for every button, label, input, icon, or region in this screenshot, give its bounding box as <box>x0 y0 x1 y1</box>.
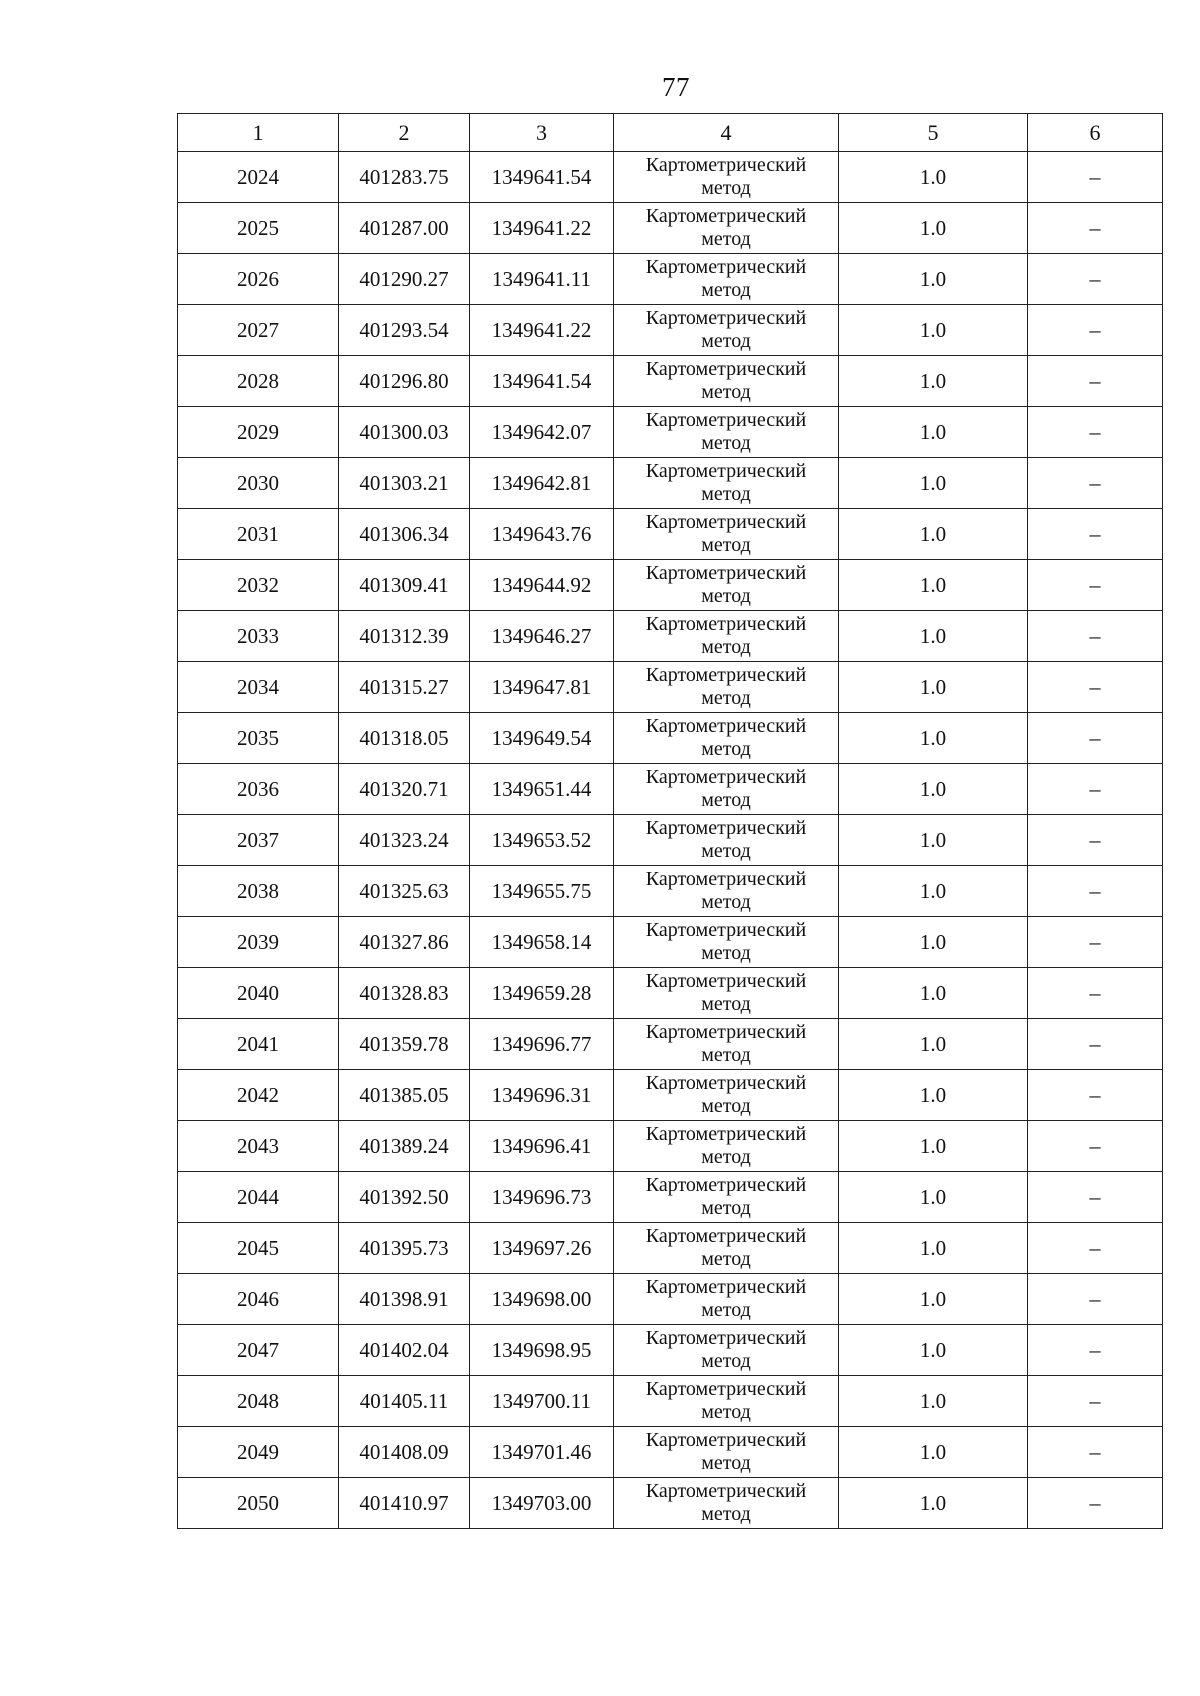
method-cell <box>614 1019 839 1070</box>
column-header-1: 1 <box>178 114 339 152</box>
x-coordinate-cell: 401318.05 <box>339 713 470 764</box>
method-line-2: метод <box>701 840 751 862</box>
point-number-cell: 2033 <box>178 611 339 662</box>
note-cell: – <box>1028 1478 1163 1529</box>
table-row <box>178 917 1163 968</box>
table-row <box>178 1223 1163 1274</box>
note-cell: – <box>1028 662 1163 713</box>
accuracy-cell: 1.0 <box>839 1478 1028 1529</box>
x-coordinate-cell: 401392.50 <box>339 1172 470 1223</box>
accuracy-cell: 1.0 <box>839 815 1028 866</box>
method-line-1: Картометрический <box>645 715 807 737</box>
accuracy-cell: 1.0 <box>839 713 1028 764</box>
y-coordinate-cell: 1349696.41 <box>470 1121 614 1172</box>
accuracy-cell: 1.0 <box>839 764 1028 815</box>
method-cell <box>614 1121 839 1172</box>
x-coordinate-cell: 401320.71 <box>339 764 470 815</box>
y-coordinate-cell: 1349696.31 <box>470 1070 614 1121</box>
method-line-2: метод <box>701 942 751 964</box>
method-line-1: Картометрический <box>645 1327 807 1349</box>
table-row <box>178 1376 1163 1427</box>
method-line-1: Картометрический <box>645 868 807 890</box>
method-cell <box>614 560 839 611</box>
method-cell <box>614 866 839 917</box>
note-cell: – <box>1028 305 1163 356</box>
method-line-1: Картометрический <box>645 613 807 635</box>
y-coordinate-cell: 1349641.22 <box>470 305 614 356</box>
point-number-cell: 2041 <box>178 1019 339 1070</box>
table-row <box>178 305 1163 356</box>
method-line-1: Картометрический <box>645 205 807 227</box>
method-line-2: метод <box>701 1095 751 1117</box>
method-line-2: метод <box>701 891 751 913</box>
note-cell: – <box>1028 458 1163 509</box>
method-cell <box>614 1223 839 1274</box>
method-line-1: Картометрический <box>645 1480 807 1502</box>
method-line-1: Картометрический <box>645 1225 807 1247</box>
y-coordinate-cell: 1349697.26 <box>470 1223 614 1274</box>
point-number-cell: 2049 <box>178 1427 339 1478</box>
point-number-cell: 2047 <box>178 1325 339 1376</box>
table-row <box>178 1172 1163 1223</box>
column-header-3: 3 <box>470 114 614 152</box>
method-cell <box>614 968 839 1019</box>
x-coordinate-cell: 401300.03 <box>339 407 470 458</box>
method-line-1: Картометрический <box>645 664 807 686</box>
table-row <box>178 254 1163 305</box>
method-line-2: метод <box>701 432 751 454</box>
table-row <box>178 356 1163 407</box>
accuracy-cell: 1.0 <box>839 1121 1028 1172</box>
accuracy-cell: 1.0 <box>839 917 1028 968</box>
method-line-2: метод <box>701 483 751 505</box>
accuracy-cell: 1.0 <box>839 662 1028 713</box>
x-coordinate-cell: 401385.05 <box>339 1070 470 1121</box>
point-number-cell: 2031 <box>178 509 339 560</box>
method-cell <box>614 917 839 968</box>
accuracy-cell: 1.0 <box>839 1274 1028 1325</box>
note-cell: – <box>1028 203 1163 254</box>
method-line-2: метод <box>701 1350 751 1372</box>
table-row <box>178 611 1163 662</box>
accuracy-cell: 1.0 <box>839 509 1028 560</box>
note-cell: – <box>1028 1070 1163 1121</box>
x-coordinate-cell: 401283.75 <box>339 152 470 203</box>
x-coordinate-cell: 401398.91 <box>339 1274 470 1325</box>
x-coordinate-cell: 401315.27 <box>339 662 470 713</box>
y-coordinate-cell: 1349643.76 <box>470 509 614 560</box>
note-cell: – <box>1028 407 1163 458</box>
method-line-2: метод <box>701 636 751 658</box>
note-cell: – <box>1028 254 1163 305</box>
method-line-2: метод <box>701 687 751 709</box>
method-line-2: метод <box>701 228 751 250</box>
point-number-cell: 2027 <box>178 305 339 356</box>
point-number-cell: 2034 <box>178 662 339 713</box>
x-coordinate-cell: 401325.63 <box>339 866 470 917</box>
x-coordinate-cell: 401327.86 <box>339 917 470 968</box>
note-cell: – <box>1028 968 1163 1019</box>
method-cell <box>614 458 839 509</box>
method-cell <box>614 1172 839 1223</box>
method-line-2: метод <box>701 585 751 607</box>
point-number-cell: 2040 <box>178 968 339 1019</box>
method-line-1: Картометрический <box>645 154 807 176</box>
note-cell: – <box>1028 1427 1163 1478</box>
note-cell: – <box>1028 866 1163 917</box>
method-line-1: Картометрический <box>645 919 807 941</box>
accuracy-cell: 1.0 <box>839 1172 1028 1223</box>
method-cell <box>614 1325 839 1376</box>
method-cell <box>614 1478 839 1529</box>
method-cell <box>614 203 839 254</box>
table-row <box>178 1274 1163 1325</box>
method-line-1: Картометрический <box>645 1174 807 1196</box>
table-row <box>178 815 1163 866</box>
method-cell <box>614 1070 839 1121</box>
note-cell: – <box>1028 917 1163 968</box>
method-line-1: Картометрический <box>645 460 807 482</box>
point-number-cell: 2039 <box>178 917 339 968</box>
column-header-4: 4 <box>614 114 839 152</box>
method-line-2: метод <box>701 1401 751 1423</box>
accuracy-cell: 1.0 <box>839 611 1028 662</box>
note-cell: – <box>1028 152 1163 203</box>
note-cell: – <box>1028 1019 1163 1070</box>
note-cell: – <box>1028 764 1163 815</box>
note-cell: – <box>1028 1172 1163 1223</box>
table-row <box>178 764 1163 815</box>
method-line-1: Картометрический <box>645 358 807 380</box>
x-coordinate-cell: 401303.21 <box>339 458 470 509</box>
method-line-2: метод <box>701 993 751 1015</box>
point-number-cell: 2042 <box>178 1070 339 1121</box>
method-cell <box>614 713 839 764</box>
y-coordinate-cell: 1349703.00 <box>470 1478 614 1529</box>
method-line-2: метод <box>701 1146 751 1168</box>
accuracy-cell: 1.0 <box>839 254 1028 305</box>
method-line-1: Картометрический <box>645 1429 807 1451</box>
table-row <box>178 1325 1163 1376</box>
method-cell <box>614 662 839 713</box>
x-coordinate-cell: 401395.73 <box>339 1223 470 1274</box>
accuracy-cell: 1.0 <box>839 1070 1028 1121</box>
accuracy-cell: 1.0 <box>839 458 1028 509</box>
x-coordinate-cell: 401408.09 <box>339 1427 470 1478</box>
table-body <box>178 152 1163 1529</box>
y-coordinate-cell: 1349642.81 <box>470 458 614 509</box>
note-cell: – <box>1028 1274 1163 1325</box>
point-number-cell: 2046 <box>178 1274 339 1325</box>
table-row <box>178 713 1163 764</box>
accuracy-cell: 1.0 <box>839 305 1028 356</box>
method-line-1: Картометрический <box>645 1021 807 1043</box>
column-header-2: 2 <box>339 114 470 152</box>
table-row <box>178 1121 1163 1172</box>
x-coordinate-cell: 401328.83 <box>339 968 470 1019</box>
point-number-cell: 2029 <box>178 407 339 458</box>
method-line-2: метод <box>701 789 751 811</box>
y-coordinate-cell: 1349653.52 <box>470 815 614 866</box>
column-header-6: 6 <box>1028 114 1163 152</box>
method-line-2: метод <box>701 1248 751 1270</box>
note-cell: – <box>1028 509 1163 560</box>
y-coordinate-cell: 1349698.00 <box>470 1274 614 1325</box>
point-number-cell: 2028 <box>178 356 339 407</box>
method-cell <box>614 764 839 815</box>
column-header-5: 5 <box>839 114 1028 152</box>
method-line-2: метод <box>701 534 751 556</box>
method-line-1: Картометрический <box>645 1123 807 1145</box>
x-coordinate-cell: 401359.78 <box>339 1019 470 1070</box>
method-line-1: Картометрический <box>645 766 807 788</box>
x-coordinate-cell: 401290.27 <box>339 254 470 305</box>
method-line-1: Картометрический <box>645 511 807 533</box>
point-number-cell: 2050 <box>178 1478 339 1529</box>
point-number-cell: 2036 <box>178 764 339 815</box>
table-row <box>178 458 1163 509</box>
table-row <box>178 407 1163 458</box>
table-row <box>178 968 1163 1019</box>
method-line-2: метод <box>701 1044 751 1066</box>
point-number-cell: 2032 <box>178 560 339 611</box>
y-coordinate-cell: 1349655.75 <box>470 866 614 917</box>
accuracy-cell: 1.0 <box>839 866 1028 917</box>
note-cell: – <box>1028 713 1163 764</box>
method-line-2: метод <box>701 177 751 199</box>
method-cell <box>614 509 839 560</box>
x-coordinate-cell: 401306.34 <box>339 509 470 560</box>
point-number-cell: 2045 <box>178 1223 339 1274</box>
accuracy-cell: 1.0 <box>839 407 1028 458</box>
accuracy-cell: 1.0 <box>839 203 1028 254</box>
y-coordinate-cell: 1349647.81 <box>470 662 614 713</box>
method-line-2: метод <box>701 1503 751 1525</box>
y-coordinate-cell: 1349641.54 <box>470 356 614 407</box>
note-cell: – <box>1028 1121 1163 1172</box>
point-number-cell: 2025 <box>178 203 339 254</box>
method-cell <box>614 611 839 662</box>
y-coordinate-cell: 1349651.44 <box>470 764 614 815</box>
method-line-2: метод <box>701 279 751 301</box>
table-row <box>178 152 1163 203</box>
method-cell <box>614 356 839 407</box>
method-line-2: метод <box>701 330 751 352</box>
method-line-2: метод <box>701 1299 751 1321</box>
method-line-2: метод <box>701 738 751 760</box>
point-number-cell: 2024 <box>178 152 339 203</box>
point-number-cell: 2035 <box>178 713 339 764</box>
accuracy-cell: 1.0 <box>839 1019 1028 1070</box>
point-number-cell: 2043 <box>178 1121 339 1172</box>
accuracy-cell: 1.0 <box>839 1223 1028 1274</box>
method-line-1: Картометрический <box>645 307 807 329</box>
note-cell: – <box>1028 815 1163 866</box>
accuracy-cell: 1.0 <box>839 968 1028 1019</box>
x-coordinate-cell: 401323.24 <box>339 815 470 866</box>
point-number-cell: 2048 <box>178 1376 339 1427</box>
method-line-1: Картометрический <box>645 562 807 584</box>
method-line-1: Картометрический <box>645 970 807 992</box>
method-line-1: Картометрический <box>645 409 807 431</box>
method-cell <box>614 305 839 356</box>
point-number-cell: 2037 <box>178 815 339 866</box>
method-cell <box>614 152 839 203</box>
note-cell: – <box>1028 560 1163 611</box>
x-coordinate-cell: 401410.97 <box>339 1478 470 1529</box>
method-line-1: Картометрический <box>645 1378 807 1400</box>
coordinates-table <box>177 113 1163 1529</box>
coordinates-table-container <box>177 113 1163 1529</box>
page-number: 77 <box>662 72 690 102</box>
x-coordinate-cell: 401389.24 <box>339 1121 470 1172</box>
accuracy-cell: 1.0 <box>839 356 1028 407</box>
table-row <box>178 1070 1163 1121</box>
method-cell <box>614 815 839 866</box>
header-row <box>178 114 1163 152</box>
table-header <box>178 114 1163 152</box>
point-number-cell: 2026 <box>178 254 339 305</box>
accuracy-cell: 1.0 <box>839 560 1028 611</box>
note-cell: – <box>1028 1325 1163 1376</box>
point-number-cell: 2030 <box>178 458 339 509</box>
y-coordinate-cell: 1349696.73 <box>470 1172 614 1223</box>
table-row <box>178 1019 1163 1070</box>
y-coordinate-cell: 1349658.14 <box>470 917 614 968</box>
table-row <box>178 560 1163 611</box>
table-row <box>178 866 1163 917</box>
note-cell: – <box>1028 1376 1163 1427</box>
method-line-2: метод <box>701 1452 751 1474</box>
x-coordinate-cell: 401312.39 <box>339 611 470 662</box>
x-coordinate-cell: 401309.41 <box>339 560 470 611</box>
x-coordinate-cell: 401296.80 <box>339 356 470 407</box>
point-number-cell: 2038 <box>178 866 339 917</box>
accuracy-cell: 1.0 <box>839 1427 1028 1478</box>
method-line-1: Картометрический <box>645 1276 807 1298</box>
method-line-1: Картометрический <box>645 256 807 278</box>
y-coordinate-cell: 1349641.54 <box>470 152 614 203</box>
x-coordinate-cell: 401402.04 <box>339 1325 470 1376</box>
table-row <box>178 203 1163 254</box>
y-coordinate-cell: 1349641.22 <box>470 203 614 254</box>
y-coordinate-cell: 1349701.46 <box>470 1427 614 1478</box>
x-coordinate-cell: 401293.54 <box>339 305 470 356</box>
table-row <box>178 509 1163 560</box>
accuracy-cell: 1.0 <box>839 152 1028 203</box>
y-coordinate-cell: 1349644.92 <box>470 560 614 611</box>
y-coordinate-cell: 1349646.27 <box>470 611 614 662</box>
y-coordinate-cell: 1349659.28 <box>470 968 614 1019</box>
table-row <box>178 662 1163 713</box>
x-coordinate-cell: 401287.00 <box>339 203 470 254</box>
method-cell <box>614 1376 839 1427</box>
y-coordinate-cell: 1349700.11 <box>470 1376 614 1427</box>
y-coordinate-cell: 1349696.77 <box>470 1019 614 1070</box>
method-cell <box>614 254 839 305</box>
y-coordinate-cell: 1349649.54 <box>470 713 614 764</box>
accuracy-cell: 1.0 <box>839 1325 1028 1376</box>
accuracy-cell: 1.0 <box>839 1376 1028 1427</box>
method-cell <box>614 407 839 458</box>
y-coordinate-cell: 1349641.11 <box>470 254 614 305</box>
method-cell <box>614 1427 839 1478</box>
x-coordinate-cell: 401405.11 <box>339 1376 470 1427</box>
y-coordinate-cell: 1349698.95 <box>470 1325 614 1376</box>
point-number-cell: 2044 <box>178 1172 339 1223</box>
note-cell: – <box>1028 1223 1163 1274</box>
table-row <box>178 1478 1163 1529</box>
method-line-2: метод <box>701 1197 751 1219</box>
note-cell: – <box>1028 611 1163 662</box>
y-coordinate-cell: 1349642.07 <box>470 407 614 458</box>
method-cell <box>614 1274 839 1325</box>
method-line-1: Картометрический <box>645 1072 807 1094</box>
note-cell: – <box>1028 356 1163 407</box>
method-line-2: метод <box>701 381 751 403</box>
method-line-1: Картометрический <box>645 817 807 839</box>
table-row <box>178 1427 1163 1478</box>
